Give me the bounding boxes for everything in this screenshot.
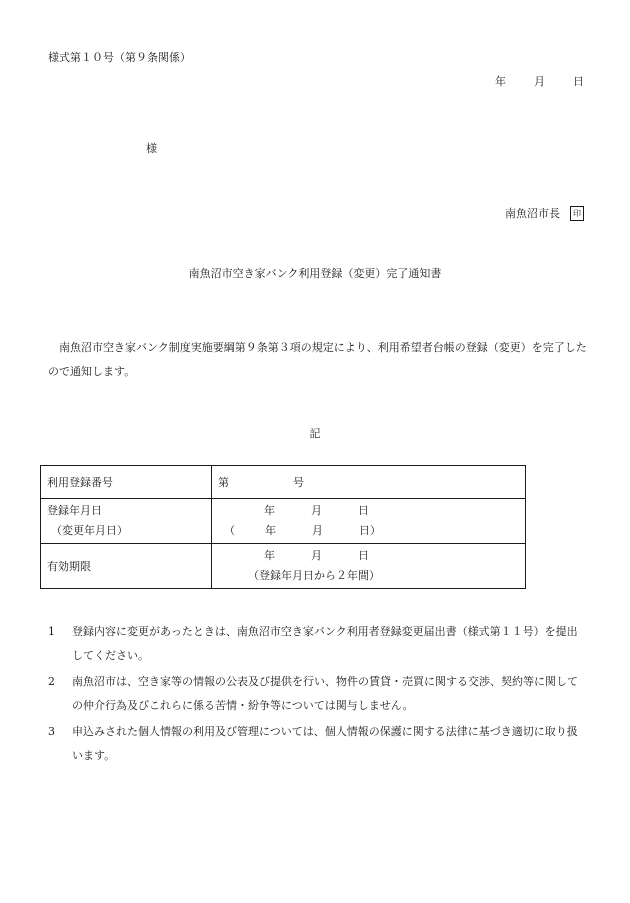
form-number: 様式第１０号（第９条関係） — [48, 51, 191, 64]
expiry-cell — [212, 544, 526, 589]
table-row — [41, 466, 526, 499]
issuer-block — [505, 206, 584, 221]
expiry-note: （登録年月日から２年間） — [248, 569, 380, 582]
notes-list — [48, 620, 588, 770]
reg-prefix: 第 — [218, 476, 229, 489]
expiry-year: 年 — [264, 549, 275, 562]
registration-table — [40, 465, 526, 589]
note-text: 南魚沼市は、空き家等の情報の公表及び提供を行い、物件の賃貸・売買に関する交渉、契約等に関しての仲介行為及びこれらに係る苦情・紛争等については関与しません。 — [72, 675, 578, 712]
reg-date-month: 月 — [311, 504, 322, 517]
date-day: 日 — [573, 75, 584, 88]
table-row — [41, 499, 526, 544]
reg-suffix: 号 — [293, 476, 304, 489]
date-month: 月 — [534, 75, 545, 88]
note-text: 申込みされた個人情報の利用及び管理については、個人情報の保護に関する法律に基づき適切に取り扱います。 — [72, 725, 578, 762]
body-paragraph: 南魚沼市空き家バンク制度実施要綱第９条第３項の規定により、利用希望者台帳の登録（変更）を完了したので通知します。 — [48, 341, 587, 378]
change-date-month: 月 — [312, 524, 323, 537]
paren-open: （ — [224, 524, 235, 537]
list-item — [48, 620, 588, 668]
table-row — [41, 544, 526, 589]
change-date-day: 日 — [359, 524, 370, 537]
ki-heading: 記 — [309, 427, 321, 440]
addressee: 様 — [146, 142, 157, 155]
expiry-day: 日 — [358, 549, 369, 562]
registration-date-label — [41, 499, 212, 544]
expiry-month: 月 — [311, 549, 322, 562]
seal-mark: 印 — [570, 206, 584, 221]
issue-date — [495, 76, 584, 87]
reg-date-year: 年 — [264, 504, 275, 517]
expiry-label: 有効期限 — [41, 544, 212, 589]
reg-date-day: 日 — [358, 504, 369, 517]
list-item — [48, 670, 588, 718]
reg-date-label: 登録年月日 — [47, 504, 102, 517]
note-number: 2 — [48, 675, 55, 688]
change-date-year: 年 — [265, 524, 276, 537]
list-item — [48, 720, 588, 768]
note-number: 1 — [48, 625, 55, 638]
date-year: 年 — [495, 75, 506, 88]
registration-number-label: 利用登録番号 — [41, 466, 212, 499]
note-number: 3 — [48, 725, 55, 738]
document-title: 南魚沼市空き家バンク利用登録（変更）完了通知書 — [188, 267, 442, 280]
registration-number-cell — [212, 466, 526, 499]
note-text: 登録内容に変更があったときは、南魚沼市空き家バンク利用者登録変更届出書（様式第１１号）を提出してください。 — [72, 625, 578, 662]
paren-close: ） — [370, 524, 381, 537]
change-date-label: （変更年月日） — [51, 524, 128, 537]
issuer-name: 南魚沼市長 — [505, 207, 560, 220]
registration-date-cell — [212, 499, 526, 544]
